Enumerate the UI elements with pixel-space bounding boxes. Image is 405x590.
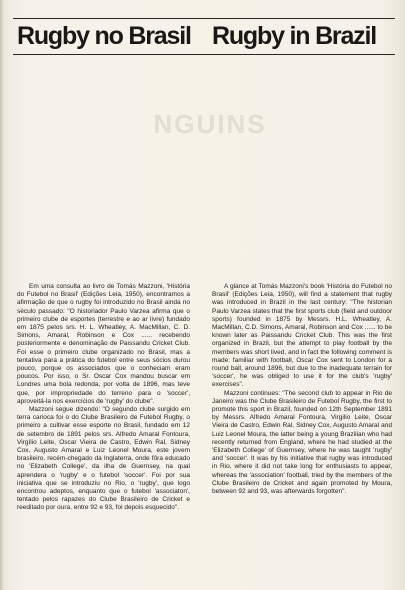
show-through-reverse-print: NGUINS xyxy=(153,109,267,139)
page-spine-shadow xyxy=(0,0,4,590)
column-english xyxy=(212,283,392,583)
header-rule-bottom xyxy=(13,54,395,55)
header-rule-top xyxy=(13,18,395,19)
paragraph-en-1: A glance at Tomás Mazzoni's book 'História do Futebol no Brasil' (Edições Leia, 1950), will find a statement that rugby was introduced in Brazil in the last century: "The historian Paulo Varzea states that the first sports club (field and outdoor sports) founded in 1875 by Messrs. H.L. Wheatley, A. MacMillan, C.D. Simons, Amaral, Robinson and Cox ...... to be known later as Paissandu Cricket Club. This was the first organized in Brazil, but the attempt to play football by the members was short lived, and in fact the following comment is made: familiar with football, Oscar Cox sent to London for a round ball, around 1896, but due to the inadequate terrain for 'soccer', he was obliged to use it for the club's 'rugby' exercises". xyxy=(212,283,392,389)
title-english: Rugby in Brazil xyxy=(212,22,376,50)
title-portuguese: Rugby no Brasil xyxy=(17,22,191,50)
paragraph-pt-1: Em uma consulta ao livro de Tomás Mazzoni, 'História do Futebol no Brasil' (Edições Leia, 1950), encontramos a afirmação de que o rugby foi introduzido no Brasil ainda no século passado: "O historiador Paulo Varzea afirma que o primeiro clube de esportes (terrestre e ao ar livre) fundado em 1875 pelos srs. H. L. Wheatley, A. MacMillan, C. D. Simons, Amaral, Robinson e Cox ...... recebendo posteriormente e denominação de Paissandu Cricket Club. Foi esse o primeiro clube organizado no Brasil, mas a tentativa para a prática do futebol entre seus sócios durou pouco, porque os associados que o conheciam eram poucos. Por isso, o Sr. Oscar Cox mandou buscar em Londres uma bola redonda, por volta de 1896, mas teve que, por impropriedade do terreno para o 'soccer', aproveitá-la nos exercícios de 'rugby' do clube". xyxy=(17,283,190,405)
paragraph-pt-2: Mazzoni segue dizendo: "O segundo clube surgido em terra carioca foi o do Clube Brasileiro de Futebol Rugby, o primeiro a cultivar esse esporte no Brasil, fundado em 12 de setembro de 1891 pelos srs. Alfredo Amaral Fontoura, Virgílio Leite, Oscar Vieira de Castro, Edwin Ral, Sidney Cox, Augusto Amaral e Luiz Leonel Moura, este jovem brasileiro, recém-chegado da Inglaterra, onde fôra educado no 'Elizabeth College', da ilha de Guernsey, na qual aprendera o 'rugby' e o futebol 'soccer'. Foi por sua iniciativa que se introduziu no Rio, o 'rugby', que logo encontrou adeptos, enquanto que o futebol 'associaton', tentado pelos rapazes do Clube Brasileiro de Cricket e reeditado por oura, entre 92 e 93, foi depois esquecido". xyxy=(17,406,190,512)
column-portuguese xyxy=(17,283,190,583)
paragraph-en-2: Mazzoni continues: "The second club to appear in Rio de Janeiro was the Clube Brasileiro de Futebol Rugby, the first to promote this sport in Brazil, founded on 12th September 1891 by Messrs. Alfredo Amaral Fontoura, Virgilio Leite, Oscar Vieira de Castro, Edwin Ral, Sidney Cox, Augusto Amaral and Luiz Leonel Moura, the latter being a young Brazilian who had recently returned from England, where he had studied at the 'Elizabeth College' of Guernsey, where he was taught 'rugby' and 'soccer'. It was by his initiative that rugby was introduced in Rio, where it did not take long for enthusiasts to appear, whereas the 'association' football, tried by the members of the Clube Brasileiro de Cricket and again promoted by Moura, between 92 and 93, was afterwards forgotten". xyxy=(212,389,392,496)
